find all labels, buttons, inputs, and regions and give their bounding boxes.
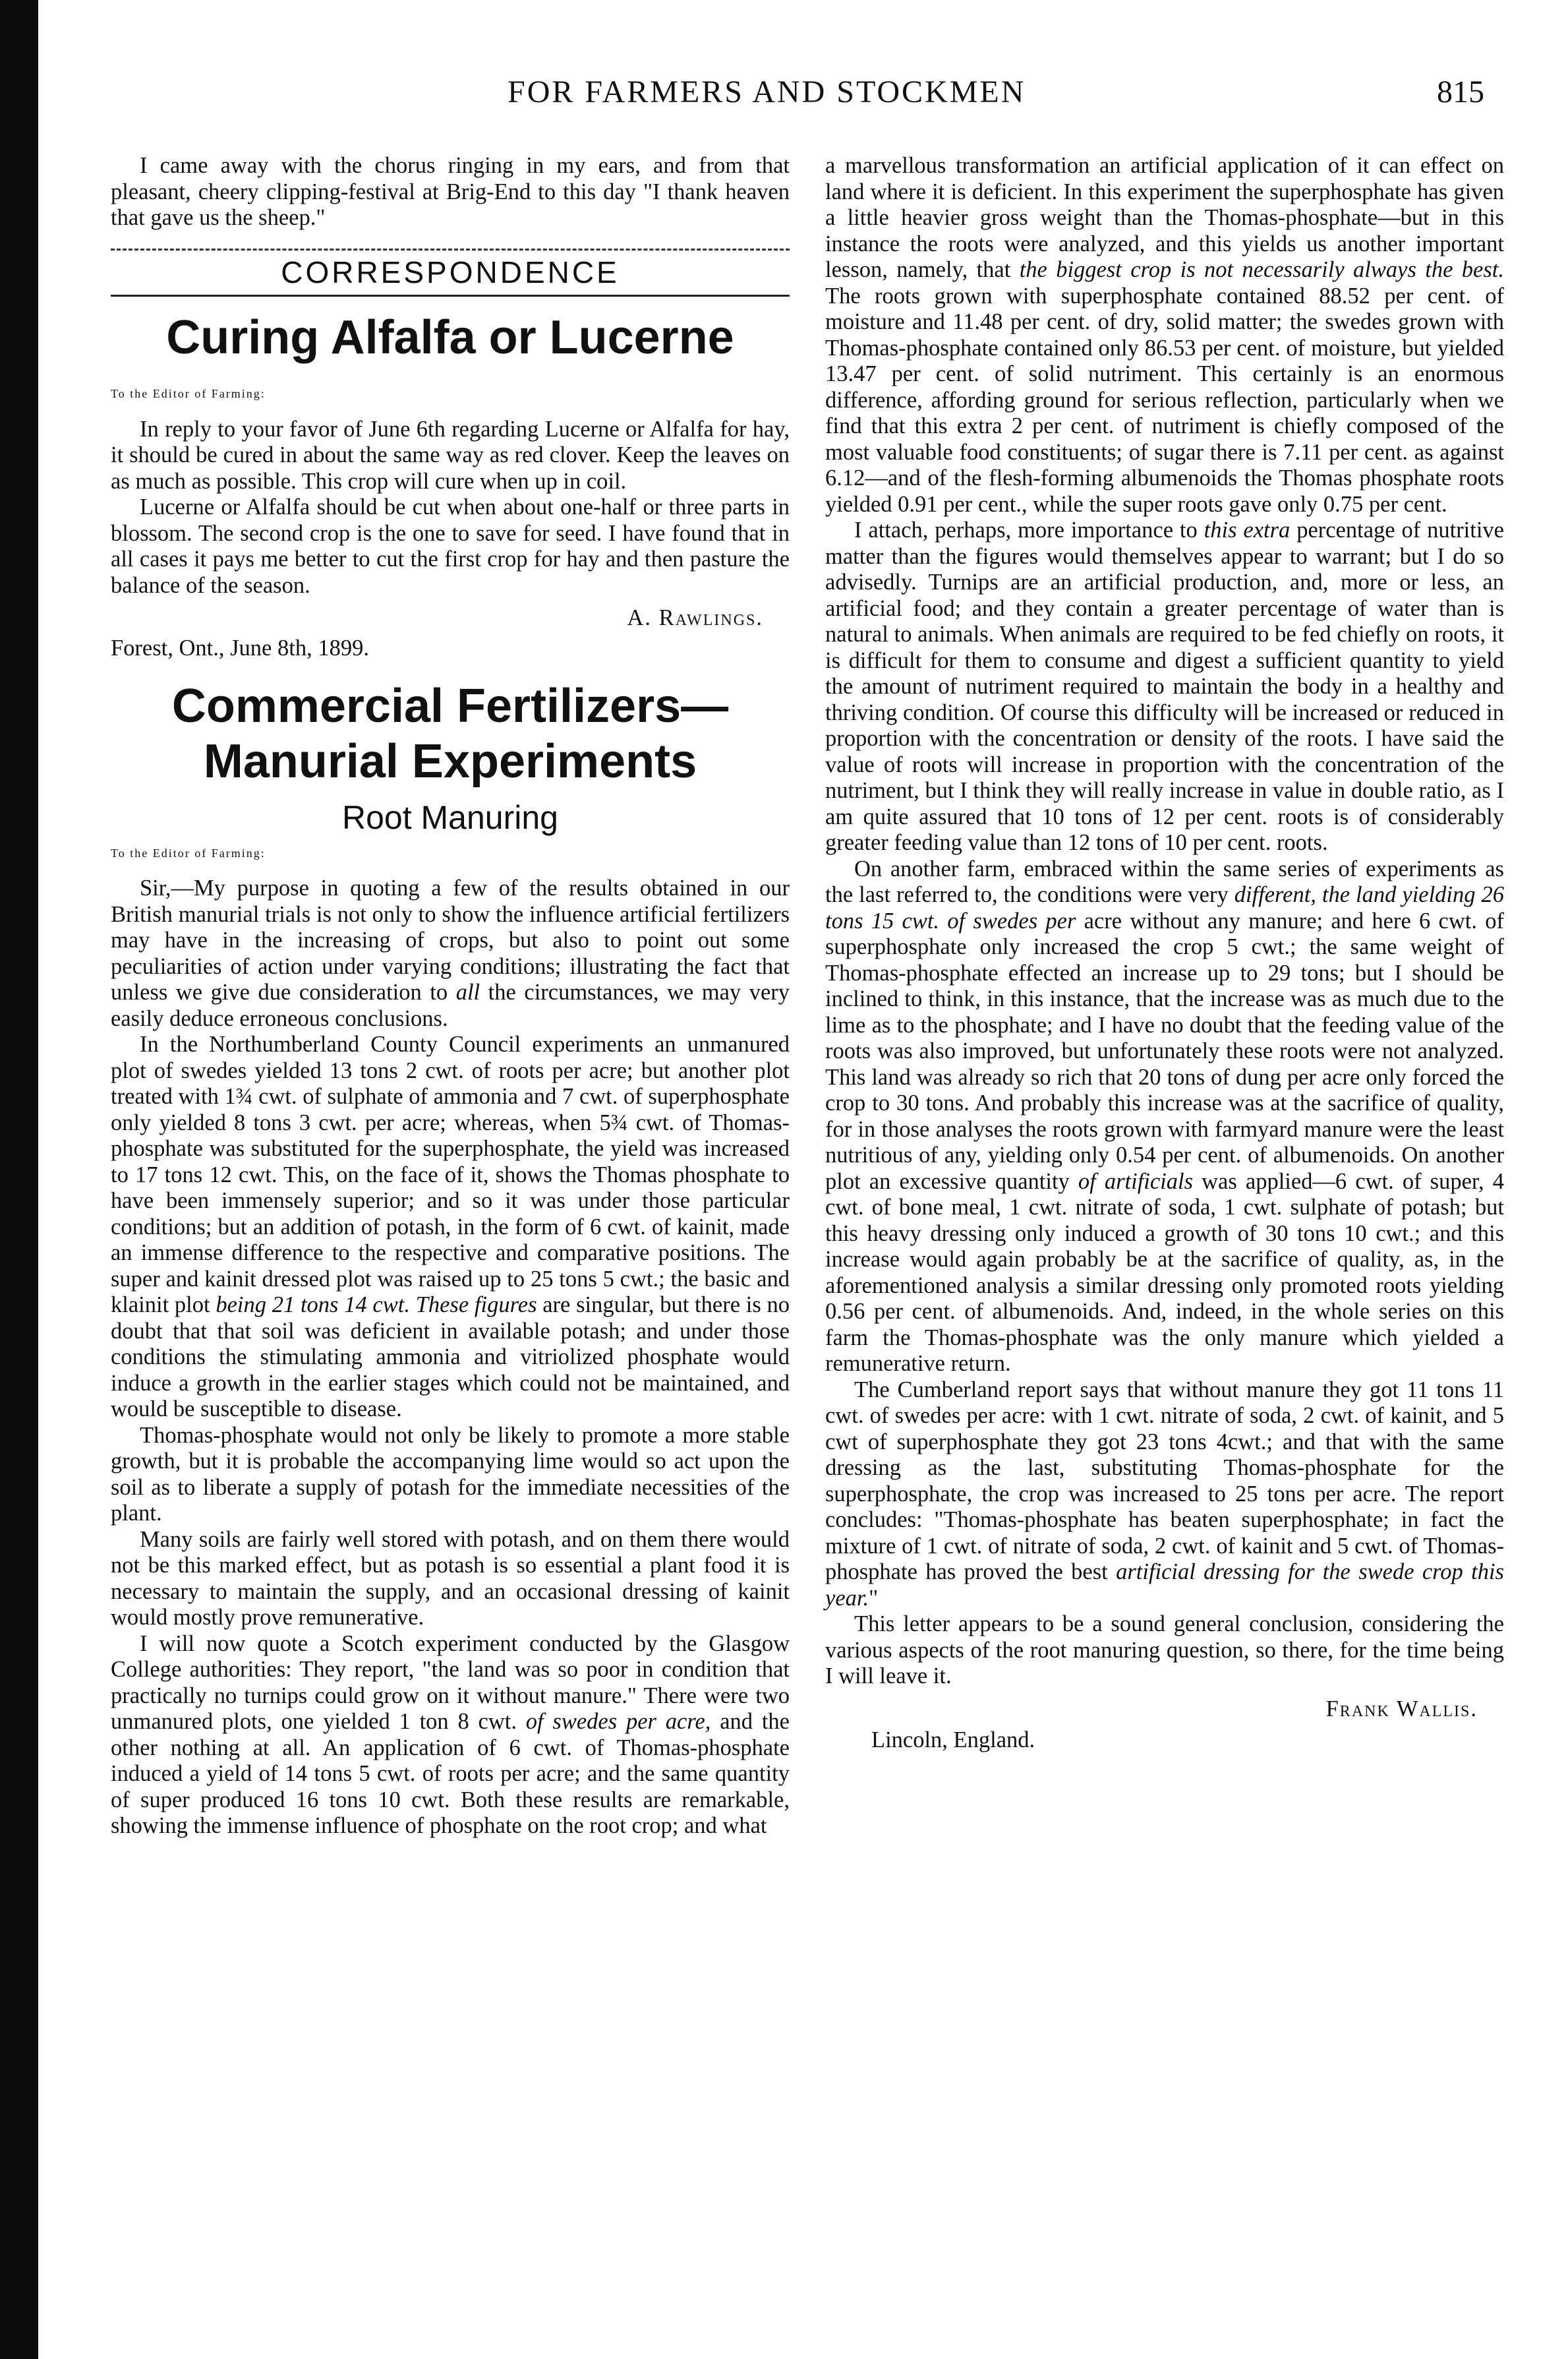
to-editor-line: To the Editor of Farming: <box>111 846 266 860</box>
article-title: Curing Alfalfa or Lucerne <box>166 311 734 364</box>
article-paragraph: This letter appears to be a sound general conclusion, considering the various aspects of the root manuring question, so there, for the time being I will leave it. <box>825 1611 1504 1688</box>
article-paragraph: In the Northumberland County Council experiments an unmanured plot of swedes yielded 13 tons 2 cwt. of roots per acre; but another plot treated with 1¾ cwt. of sulphate of ammonia and 7 cwt. of superphosphate only yielded 8 tons 3 cwt. per acre; whereas, when 5¾ cwt. of Thomas-phosphate was substituted for the superphosphate, the yield was increased to 17 tons 12 cwt. This, on the face of it, shows the Thomas phosphate to have been immensely superior; and so it was under those particular conditions; but an addition of potash, in the form of 6 cwt. of kainit, made an immense difference to the respective and comparative positions. The super and kainit dressed plot was raised up to 25 tons 5 cwt.; the basic and klainit plot being 21 tons 14 cwt. These figures are singular, but there is no doubt that that soil was deficient in available potash; and under those conditions the stimulating ammonia and vitriolized phosphate would induce a growth in the earlier stages which could not be maintained, and would be susceptible to disease. <box>111 1032 790 1421</box>
article-paragraph: In reply to your favor of June 6th regarding Lucerne or Alfalfa for hay, it should be cured in about the same way as red clover. Keep the leaves on as much as possible. This crop will cure when up in coil. <box>111 416 790 494</box>
divider <box>111 249 790 251</box>
article-paragraph: The Cumberland report says that without manure they got 11 tons 11 cwt. of swedes per acre: with 1 cwt. nitrate of soda, 2 cwt. of kainit, and 5 cwt of superphosphate they got 23 tons 4cwt.; and that with the same dressing as the last, substituting Thomas-phosphate for the superphosphate, the crop was increased to 25 tons per acre. The report concludes: "Thomas-phosphate has beaten superphosphate; in fact the mixture of 1 cwt. of nitrate of soda, 2 cwt. of kainit and 5 cwt. of Thomas-phosphate has proved the best artificial dressing for the swede crop this year." <box>825 1377 1504 1611</box>
article-paragraph: I will now quote a Scotch experiment conducted by the Glasgow College authorities: They report, "the land was so poor in condition that practically no turnips could grow on it without manure." There were two unmanured plots, one yielded 1 ton 8 cwt. of swedes per acre, and the other nothing at all. An application of 6 cwt. of Thomas-phosphate induced a yield of 14 tons 5 cwt. of roots per acre; and the same quantity of super produced 16 tons 10 cwt. Both these results are remarkable, showing the immense influence of phosphate on the root crop; and what <box>111 1630 790 1838</box>
article-title: Commercial Fertilizers—Manurial Experiments <box>171 680 729 788</box>
dateline: Forest, Ont., June 8th, 1899. <box>111 635 369 661</box>
divider <box>111 295 790 297</box>
binding-edge <box>0 0 38 2359</box>
page-number: 815 <box>1437 75 1484 109</box>
article-paragraph: On another farm, embraced within the same series of experiments as the last referred to, the conditions were very different, the land yielding 26 tons 15 cwt. of swedes per acre without any manure; and here 6 cwt. of superphosphate only increased the crop 5 cwt.; the same weight of Thomas-phosphate effected an increase up to 29 tons; but I should be inclined to think, in this instance, that the increase was as much due to the lime as to the phosphate; and I have no doubt that the feeding value of the roots was also improved, but unfortunately these roots were not analyzed. This land was already so rich that 20 tons of dung per acre only forced the crop to 30 tons. And probably this increase was at the sacrifice of quality, for in those analyses the roots grown with farmyard manure were the least nutritious of any, yielding only 0.54 per cent. of albumenoids. On another plot an excessive quantity of artificials was applied—6 cwt. of super, 4 cwt. of bone meal, 1 cwt. nitrate of soda, 1 cwt. sulphate of potash; but this heavy dressing only induced a growth of 30 tons 10 cwt.; and this increase would again probably be at the sacrifice of quality, as, in the aforementioned analysis a similar dressing only promoted roots yielding 0.56 per cent. of albumenoids. And, indeed, in the whole series on this farm the Thomas-phosphate was the only manure which yielded a remunerative return. <box>825 856 1504 1376</box>
left-column <box>111 153 790 1839</box>
article-paragraph: I attach, perhaps, more importance to this extra percentage of nutritive matter than the figures would themselves appear to warrant; but I do so advisedly. Turnips are an artificial production, and, more or less, an artificial food; and they contain a greater percentage of water than is natural to animals. When animals are required to be fed chiefly on roots, it is difficult for them to consume and digest a sufficient quantity to yield the amount of nutriment required to maintain the body in a healthy and thriving condition. Of course this difficulty will be increased or reduced in proportion with the concentration or density of the roots. I have said the value of roots will increase in proportion with the concentration of the nutriment, but I think they will really increase in value in double ratio, as I am quite assured that 10 tons of 12 per cent. roots is of considerably greater feeding value than 12 tons of 10 per cent. roots. <box>825 518 1504 855</box>
article-paragraph: Many soils are fairly well stored with potash, and on them there would not be this marked effect, but as potash is so essential a plant food it is necessary to maintain the supply, and an occasional dressing of kainit would mostly prove remunerative. <box>111 1526 790 1630</box>
running-head: FOR FARMERS AND STOCKMEN <box>508 75 1026 109</box>
right-column <box>825 153 1504 1754</box>
article-paragraph: a marvellous transformation an artificial application of it can effect on land where it is deficient. In this experiment the superphosphate has given a little heavier gross weight than the Thomas-phosphate—but in this instance the roots were analyzed, and this yields us another important lesson, namely, that the biggest crop is not necessarily always the best. The roots grown with superphosphate contained 88.52 per cent. of moisture and 11.48 per cent. of dry, solid matter; the swedes grown with Thomas-phosphate contained only 86.53 per cent. of moisture, but yielded 13.47 per cent. of solid nutriment. This certainly is an enormous difference, affording ground for serious reflection, particularly when we find that this extra 2 per cent. of nutriment is chiefly composed of the most valuable food constituents; of sugar there is 7.11 per cent. as against 6.12—and of the flesh-forming albumenoids the Thomas phosphate roots yielded 0.91 per cent., while the super roots gave only 0.75 per cent. <box>825 153 1504 517</box>
intro-paragraph: I came away with the chorus ringing in my ears, and from that pleasant, cheery clipping-festival at Brig-End to this day "I thank heaven that gave us the sheep." <box>111 153 790 230</box>
article-paragraph: Thomas-phosphate would not only be likely to promote a more stable growth, but it is probable the accompanying lime would so act upon the soil as to liberate a supply of potash for the immediate necessities of the plant. <box>111 1422 790 1526</box>
signature: A. Rawlings. <box>627 605 763 630</box>
article-paragraph: Sir,—My purpose in quoting a few of the results obtained in our British manurial trials is not only to show the influence artificial fertilizers may have in the increasing of crops, but also to point out some peculiarities of action under varying conditions; illustrating the fact that unless we give due consideration to all the circumstances, we may very easily deduce erroneous conclusions. <box>111 876 790 1031</box>
to-editor-line: To the Editor of Farming: <box>111 387 266 400</box>
location: Lincoln, England. <box>871 1727 1035 1752</box>
article-paragraph: Lucerne or Alfalfa should be cut when about one-half or three parts in blossom. The second crop is the one to save for seed. I have found that in all cases it pays me better to cut the first crop for hay and then pasture the balance of the season. <box>111 494 790 598</box>
section-title: CORRESPONDENCE <box>281 254 620 289</box>
signature: Frank Wallis. <box>1325 1696 1478 1721</box>
article-subtitle: Root Manuring <box>342 799 558 836</box>
